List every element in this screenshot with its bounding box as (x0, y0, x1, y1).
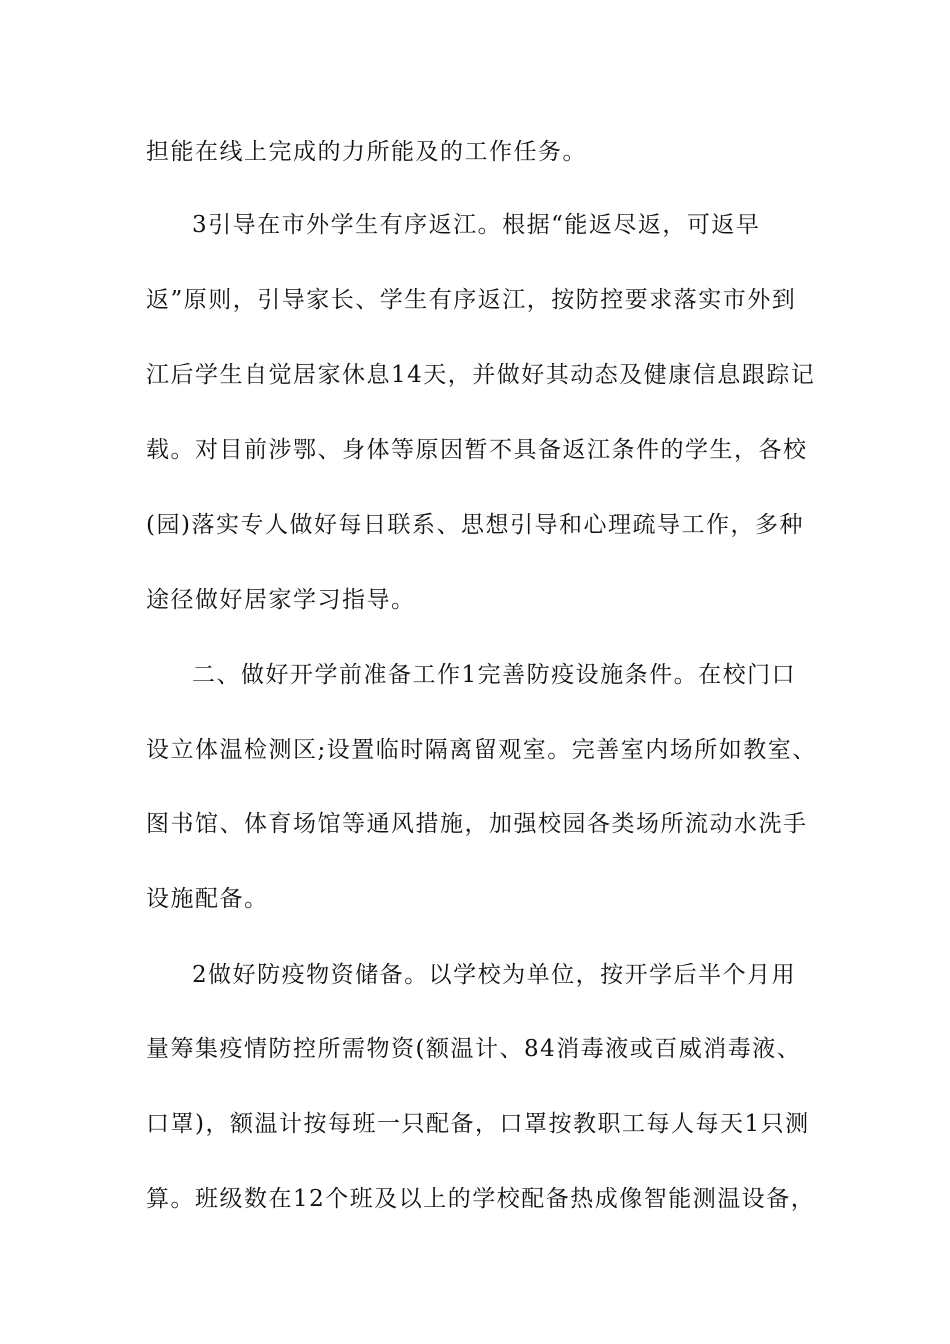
text-line-12: 2做好防疫物资储备。以学校为单位，按开学后半个月用 (192, 962, 797, 988)
text-line-14: 口罩)，额温计按每班一只配备，口罩按教职工每人每天1只测 (146, 1111, 810, 1137)
text-line-6: (园)落实专人做好每日联系、思想引导和心理疏导工作，多种 (146, 512, 804, 538)
text-line-13: 量筹集疫情防控所需物资(额温计、84消毒液或百威消毒液、 (146, 1036, 802, 1062)
text-line-4: 江后学生自觉居家休息14天，并做好其动态及健康信息跟踪记 (146, 362, 816, 388)
text-line-1: 担能在线上完成的力所能及的工作任务。 (146, 139, 587, 165)
text-line-15: 算。班级数在12个班及以上的学校配备热成像智能测温设备， (146, 1186, 816, 1212)
text-line-3: 返”原则，引导家长、学生有序返江，按防控要求落实市外到 (146, 287, 797, 313)
text-line-5: 载。对目前涉鄂、身体等原因暂不具备返江条件的学生，各校 (146, 437, 808, 463)
text-line-10: 图书馆、体育场馆等通风措施，加强校园各类场所流动水洗手 (146, 811, 808, 837)
text-line-11: 设施配备。 (146, 886, 269, 912)
text-line-9: 设立体温检测区;设置临时隔离留观室。完善室内场所如教室、 (146, 737, 817, 763)
text-line-7: 途径做好居家学习指导。 (146, 587, 416, 613)
text-line-2: 3引导在市外学生有序返江。根据“能返尽返，可返早 (192, 212, 761, 238)
text-line-8: 二、做好开学前准备工作1完善防疫设施条件。在校门口 (192, 662, 797, 688)
